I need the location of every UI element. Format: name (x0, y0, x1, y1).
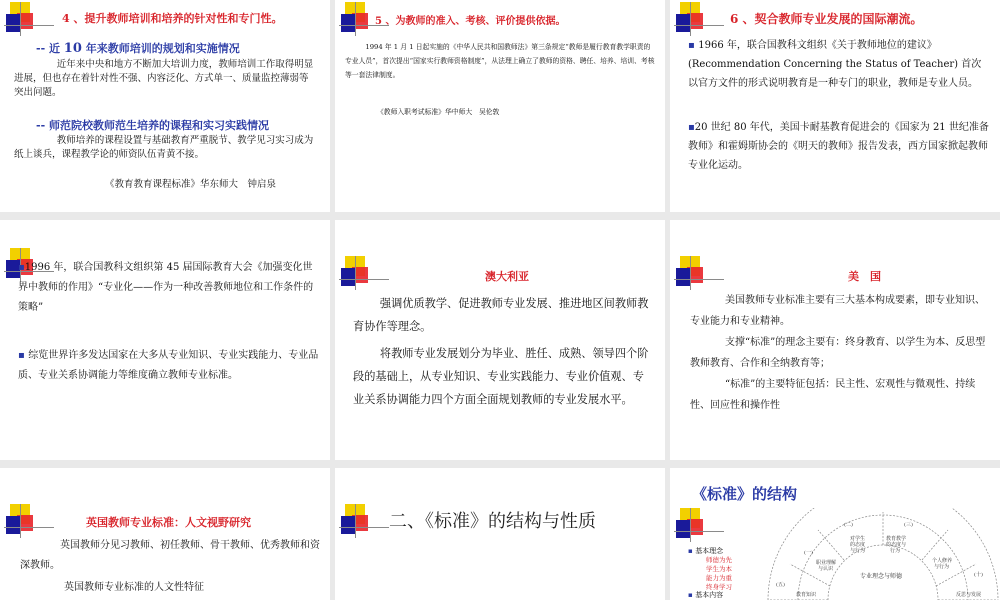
list-item: ▪ 基本理念 (688, 546, 724, 555)
bullet-icon: ▪ (688, 546, 696, 555)
wheel-label: 教育知识 (796, 592, 817, 598)
list-item: ▪ 基本内容 (688, 590, 724, 599)
slide-1[interactable] (0, 0, 330, 212)
paragraph: ▪1996 年，联合国教科文组织第 45 届国际教育大会《加强变化世界中教师的作用》“专业化——作为一种改善教师地位和工作条件的策略” (18, 262, 314, 313)
wheel-label: 与行为 (850, 548, 866, 554)
bullet-icon: ▪ (688, 122, 695, 133)
slide-decoration (674, 2, 724, 36)
slide-decoration (339, 256, 389, 290)
slide-7[interactable] (0, 468, 330, 600)
slide-decoration (4, 2, 54, 36)
list-item: 师德为先 学生为本 能力为重 终身学习 (706, 556, 732, 591)
wheel-label: 专业理念与师德 (860, 573, 903, 580)
slide-4[interactable] (0, 220, 330, 460)
wheel-label: 职业理解 (816, 560, 837, 566)
slide-title: 6 、契合教师专业发展的国际潮流。 (730, 12, 923, 26)
wheel-label: 的态度 (850, 542, 866, 548)
paragraph: ▪20 世纪 80 年代，美国卡耐基教育促进会的《国家为 21 世纪准备教师》和霍姆斯协会的《明天的教师》报告发表，西方国家掀起教师专业化运动。 (688, 122, 989, 171)
slide-8[interactable] (335, 468, 665, 600)
paragraph: 英国教师分见习教师、初任教师、骨干教师、优秀教师和资深教师。 (20, 540, 320, 571)
section-heading: -- 师范院校教师范生培养的课程和实习实践情况 (36, 119, 269, 132)
wheel-label: (一) (804, 550, 813, 556)
wheel-label: 教育教学 (886, 536, 907, 542)
wheel-label: 反思与发展 (956, 592, 982, 598)
slide-decoration (339, 504, 389, 538)
slide-2[interactable] (335, 0, 665, 212)
paragraph: 教师培养的课程设置与基础教育严重脱节、教学见习实习成为纸上谈兵，课程教学论的师资队伍青黄不接。 (14, 135, 314, 160)
paragraph: 英国教师专业标准的人文性特征 (64, 582, 204, 593)
slide-9[interactable] (670, 468, 1000, 600)
wheel-label: 的态度与 (886, 542, 907, 548)
paragraph: 支撑“标准”的理念主要有：终身教育、以学生为本、反思型教师教育、合作和全纳教育等； (690, 337, 986, 369)
slide-5[interactable] (335, 220, 665, 460)
wheel-label: 行为 (890, 548, 901, 554)
source-citation: 《教师入职考试标准》华中师大 吴伦敦 (377, 108, 500, 116)
structure-wheel-diagram (766, 508, 1000, 600)
wheel-label: (五) (776, 582, 785, 588)
slide-title: 4 、提升教师培训和培养的针对性和专门性。 (62, 12, 283, 25)
slide-title: 5 、为教师的准入、考核、评价提供依据。 (375, 16, 566, 27)
bullet-icon: ▪ (688, 590, 696, 599)
bullet-icon: ▪ (688, 40, 699, 51)
wheel-label: (十) (974, 572, 983, 578)
paragraph: ▪ 1966 年，联合国教科文组织《关于教师地位的建议》(Recommendation Concerning the Status of Teacher) 首次以官方文件的形式说明教育是一种专门的职业，教师是专业人员。 (688, 40, 982, 89)
paragraph: 1994 年 1 月 1 日起实施的《中华人民共和国教师法》第三条规定“教师是履行教育教学职责的专业人员”，首次提出“国家实行教师资格制度”，从法理上确立了教师的资格、聘任、培养、培训、考核等一套法律制度。 (345, 43, 655, 79)
slide-title: 二、《标准》的结构与性质 (389, 511, 596, 532)
source-citation: 《教育教育课程标准》华东师大 钟启泉 (105, 179, 277, 190)
wheel-label: (三) (904, 522, 913, 528)
wheel-label: 与认识 (818, 566, 834, 572)
wheel-label: 与行为 (934, 564, 950, 570)
paragraph: 将教师专业发展划分为毕业、胜任、成熟、领导四个阶段的基础上，从专业知识、专业实践能力、专业价值观、专业关系协调能力四个方面全面规划教师的专业发展水平。 (353, 347, 649, 406)
slide-6[interactable] (670, 220, 1000, 460)
paragraph: 美国教师专业标准主要有三大基本构成要素，即专业知识、专业能力和专业精神。 (690, 295, 985, 327)
slide-title: 英国教师专业标准：人文视野研究 (86, 516, 251, 529)
slide-decoration (674, 256, 724, 290)
wheel-label: (二) (844, 522, 853, 528)
paragraph: “标准”的主要特征包括：民主性、宏观性与微观性、持续性、回应性和操作性 (690, 379, 976, 411)
slide-title: 美 国 (848, 270, 881, 283)
paragraph: 近年来中央和地方不断加大培训力度，教师培训工作取得明显进展，但也存在着针对性不强、内容泛化、方式单一、质量监控薄弱等突出问题。 (14, 59, 314, 98)
wheel-label: 对学生 (850, 536, 866, 542)
section-heading: -- 近 10 年来教师培训的规划和实施情况 (36, 41, 240, 56)
slide-title: 《标准》的结构 (692, 485, 798, 503)
paragraph: ▪ 综览世界许多发达国家在大多从专业知识、专业实践能力、专业品质、专业关系协调能力等维度确立教师专业标准。 (18, 350, 319, 381)
wheel-label: 个人修养 (932, 558, 953, 564)
slide-3[interactable] (670, 0, 1000, 212)
slide-decoration (4, 504, 54, 538)
paragraph: 强调优质教学、促进教师专业发展、推进地区间教师教育协作等理念。 (353, 297, 649, 333)
slide-title: 澳大利亚 (485, 270, 529, 283)
bullet-icon: ▪ (18, 262, 25, 273)
slide-decoration (674, 508, 724, 542)
bullet-icon: ▪ (18, 350, 29, 361)
